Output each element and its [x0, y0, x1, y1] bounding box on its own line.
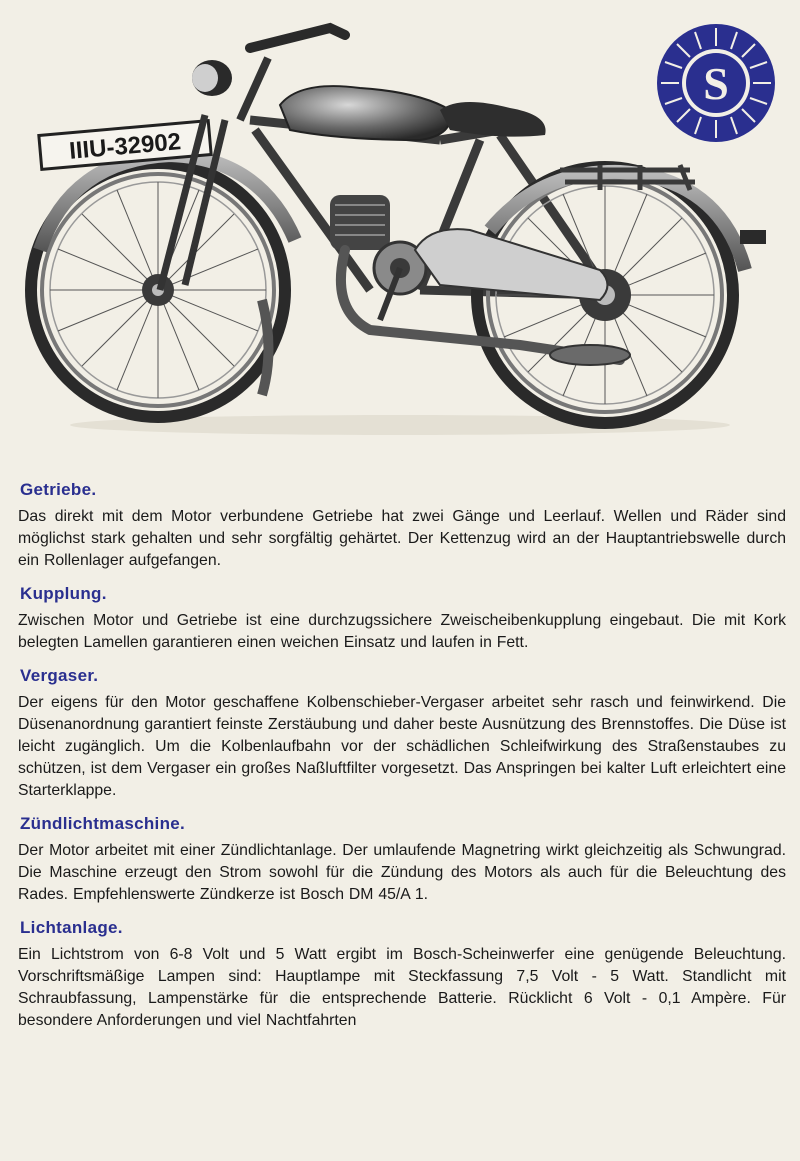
- svg-text:IIIU-32902: IIIU-32902: [68, 128, 183, 165]
- section-heading: Getriebe.: [20, 480, 97, 499]
- section-body: Das direkt mit dem Motor verbundene Getriebe hat zwei Gänge und Leerlauf. Wellen und Räder sind möglichst stark gehalten und sehr sorgfältig gehärtet. Der Kettenzug wird an der Hauptantriebswelle durch ein Rollenlager aufgefangen.: [18, 508, 786, 569]
- brand-logo: [655, 22, 777, 144]
- rear-light: [740, 230, 766, 244]
- section-body: Der eigens für den Motor geschaffene Kolbenschieber-Vergaser arbeitet sehr rasch und feinwirkend. Die Düsenanordnung garantiert feinste Zerstäubung und daher beste Ausnützung des Brennstoffes. Die Düse ist leicht zugänglich. Um die Kolbenlaufbahn vor der schädlichen Schleifwirkung des Straßenstaubes zu schützen, ist dem Vergaser ein großes Naßluftfilter vorgesetzt. Das Anspringen bei kalter Luft erleichtert eine Starterklappe.: [18, 694, 786, 799]
- saddle: [440, 102, 546, 137]
- section-heading: Lichtanlage.: [20, 918, 123, 937]
- section-heading: Vergaser.: [20, 666, 99, 685]
- section-body: Ein Lichtstrom von 6-8 Volt und 5 Watt ergibt im Bosch-Scheinwerfer eine genügende Beleuchtung. Vorschriftsmäßige Lampen sind: Hauptlampe mit Steckfassung 7,5 Volt - 5 Watt. Standlicht mit Schraubfassung, Lampenstärke für die entsprechende Batterie. Rücklicht 6 Volt - 0,1 Ampère. Für besondere Anforderungen und viel Nachtfahrten: [18, 946, 786, 1029]
- fuel-tank: [280, 86, 451, 140]
- section-zuendlichtmaschine: [18, 812, 786, 906]
- svg-text:S: S: [703, 58, 729, 109]
- section-kupplung: [18, 582, 786, 654]
- section-heading: Zündlichtmaschine.: [20, 814, 186, 833]
- muffler: [550, 345, 630, 365]
- section-vergaser: [18, 664, 786, 802]
- section-lichtanlage: [18, 916, 786, 1032]
- section-body: Zwischen Motor und Getriebe ist eine durchzugssichere Zweischeibenkupplung eingebaut. Die mit Kork belegten Lamellen garantieren einen weichen Einsatz und laufen in Fett.: [18, 612, 786, 651]
- section-getriebe: [18, 478, 786, 572]
- section-body: Der Motor arbeitet mit einer Zündlichtanlage. Der umlaufende Magnetring wirkt gleichzeitig als Schwungrad. Die Maschine erzeugt den Strom sowohl für die Zündung des Motors als auch für die Beleuchtung des Rades. Empfehlenswerte Zündkerze ist Bosch DM 45/A 1.: [18, 842, 786, 903]
- handlebar: [250, 28, 345, 48]
- section-heading: Kupplung.: [20, 584, 107, 603]
- spec-text-area: [18, 478, 786, 1042]
